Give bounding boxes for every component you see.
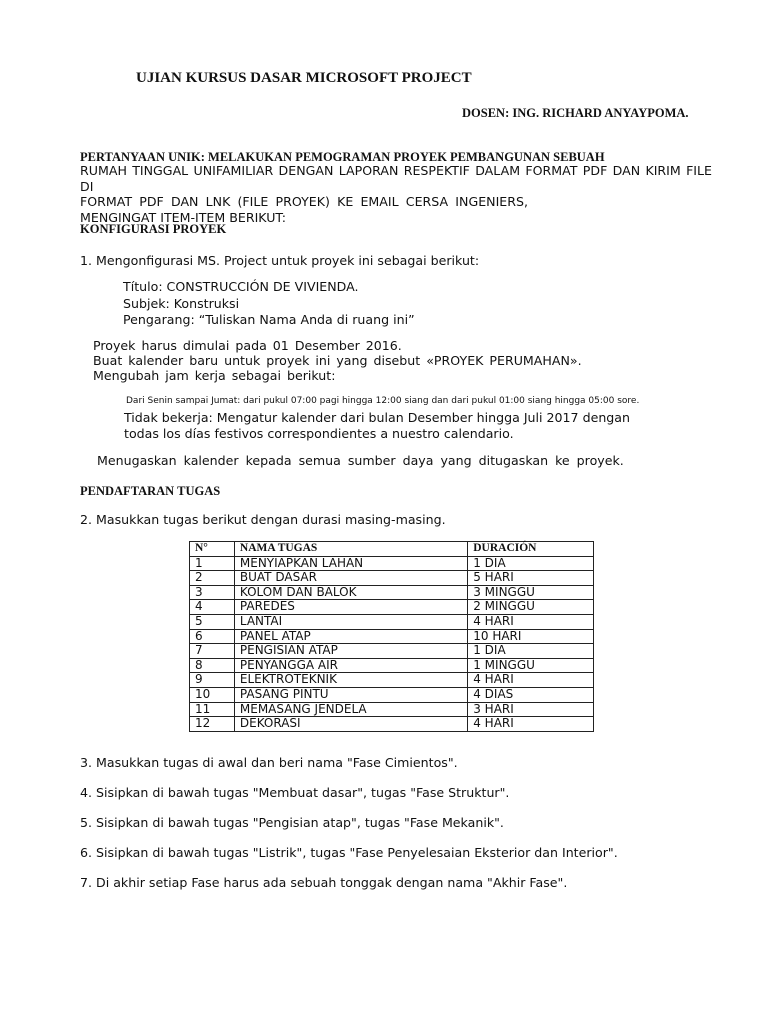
paragraph-line: MENGINGAT ITEM-ITEM BERIKUT: — [80, 209, 286, 225]
question-1: 1. Mengonfigurasi MS. Project untuk proyek ini sebagai berikut: — [80, 253, 480, 268]
table-row — [190, 585, 594, 600]
task-registration-heading: PENDAFTARAN TUGAS — [80, 484, 221, 498]
document-title: UJIAN KURSUS DASAR MICROSOFT PROJECT — [136, 70, 472, 86]
task-name: PENGISIAN ATAP — [234, 644, 467, 659]
task-number: 11 — [190, 702, 235, 717]
task-name: MEMASANG JENDELA — [234, 702, 467, 717]
step-7: 7. Di akhir setiap Fase harus ada sebuah tonggak dengan nama "Akhir Fase". — [80, 875, 568, 890]
step-3: 3. Masukkan tugas di awal dan beri nama "Fase Cimientos". — [80, 755, 458, 770]
task-name: LANTAI — [234, 614, 467, 629]
table-row — [190, 644, 594, 659]
task-number: 2 — [190, 571, 235, 586]
task-name: MENYIAPKAN LAHAN — [234, 556, 467, 571]
table-row — [190, 614, 594, 629]
task-name: DEKORASI — [234, 717, 467, 732]
project-properties — [123, 279, 415, 329]
nonworking-line: Tidak bekerja: Mengatur kalender dari bulan Desember hingga Juli 2017 dengan — [124, 410, 630, 425]
task-duration: 1 DIA — [468, 556, 594, 571]
task-duration: 2 MINGGU — [468, 600, 594, 615]
nonworking-block — [124, 410, 630, 441]
task-number: 8 — [190, 658, 235, 673]
table-row — [190, 600, 594, 615]
table-row — [190, 717, 594, 732]
task-duration: 10 HARI — [468, 629, 594, 644]
lecturer-line: DOSEN: ING. RICHARD ANYAYPOMA. — [462, 106, 689, 120]
task-name: PENYANGGA AIR — [234, 658, 467, 673]
task-name: ELEKTROTEKNIK — [234, 673, 467, 688]
task-name: PAREDES — [234, 600, 467, 615]
task-number: 6 — [190, 629, 235, 644]
task-name: KOLOM DAN BALOK — [234, 585, 467, 600]
author-property: Pengarang: “Tuliskan Nama Anda di ruang ini” — [123, 312, 415, 327]
task-number: 5 — [190, 614, 235, 629]
task-duration: 1 MINGGU — [468, 658, 594, 673]
task-number: 12 — [190, 717, 235, 732]
subject-property: Subjek: Konstruksi — [123, 295, 240, 311]
step-6: 6. Sisipkan di bawah tugas "Listrik", tugas "Fase Penyelesaian Eksterior dan Interior". — [80, 845, 618, 860]
column-header-duration: DURACIÓN — [468, 542, 594, 557]
task-duration: 4 HARI — [468, 673, 594, 688]
unique-question-heading: PERTANYAAN UNIK: MELAKUKAN PEMOGRAMAN PROYEK PEMBANGUNAN SEBUAH — [80, 150, 605, 164]
paragraph-line: FORMAT PDF DAN LNK (FILE PROYEK) KE EMAIL CERSA INGENIERS, — [80, 194, 528, 210]
table-header-row — [190, 542, 594, 557]
task-number: 9 — [190, 673, 235, 688]
task-duration: 5 HARI — [468, 571, 594, 586]
column-header-number: N° — [190, 542, 235, 557]
task-duration: 1 DIA — [468, 644, 594, 659]
step-5: 5. Sisipkan di bawah tugas "Pengisian atap", tugas "Fase Mekanik". — [80, 815, 504, 830]
task-name: PASANG PINTU — [234, 687, 467, 702]
config-heading: KONFIGURASI PROYEK — [80, 222, 227, 236]
task-number: 3 — [190, 585, 235, 600]
working-hours-detail: Dari Senin sampai Jumat: dari pukul 07:00 pagi hingga 12:00 siang dan dari pukul 01:00 siang hingga 05:00 sore. — [126, 396, 640, 406]
paragraph-line: RUMAH TINGGAL UNIFAMILIAR DENGAN LAPORAN RESPEKTIF DALAM FORMAT PDF DAN KIRIM FILE DI — [80, 163, 712, 194]
table-row — [190, 673, 594, 688]
start-date-line: Proyek harus dimulai pada 01 Desember 2016. — [93, 338, 402, 353]
task-number: 7 — [190, 644, 235, 659]
schedule-settings — [93, 338, 582, 384]
task-name: BUAT DASAR — [234, 571, 467, 586]
working-hours-line: Mengubah jam kerja sebagai berikut: — [93, 368, 336, 384]
task-number: 1 — [190, 556, 235, 571]
table-row — [190, 702, 594, 717]
nonworking-line: todas los días festivos correspondientes a nuestro calendario. — [124, 425, 514, 441]
assign-calendar-line: Menugaskan kalender kepada semua sumber daya yang ditugaskan ke proyek. — [97, 453, 624, 468]
table-row — [190, 556, 594, 571]
task-number: 4 — [190, 600, 235, 615]
task-duration: 3 HARI — [468, 702, 594, 717]
unique-question-paragraph — [80, 163, 712, 225]
task-duration: 4 DIAS — [468, 687, 594, 702]
task-name: PANEL ATAP — [234, 629, 467, 644]
task-number: 10 — [190, 687, 235, 702]
question-2: 2. Masukkan tugas berikut dengan durasi masing-masing. — [80, 512, 446, 527]
task-table — [189, 541, 594, 732]
task-duration: 4 HARI — [468, 717, 594, 732]
step-4: 4. Sisipkan di bawah tugas "Membuat dasar", tugas "Fase Struktur". — [80, 785, 510, 800]
task-duration: 4 HARI — [468, 614, 594, 629]
table-row — [190, 571, 594, 586]
table-row — [190, 687, 594, 702]
column-header-task-name: NAMA TUGAS — [234, 542, 467, 557]
calendar-line: Buat kalender baru untuk proyek ini yang disebut «PROYEK PERUMAHAN». — [93, 353, 582, 369]
title-property: Título: CONSTRUCCIÓN DE VIVIENDA. — [123, 279, 359, 294]
table-row — [190, 629, 594, 644]
table-row — [190, 658, 594, 673]
task-duration: 3 MINGGU — [468, 585, 594, 600]
